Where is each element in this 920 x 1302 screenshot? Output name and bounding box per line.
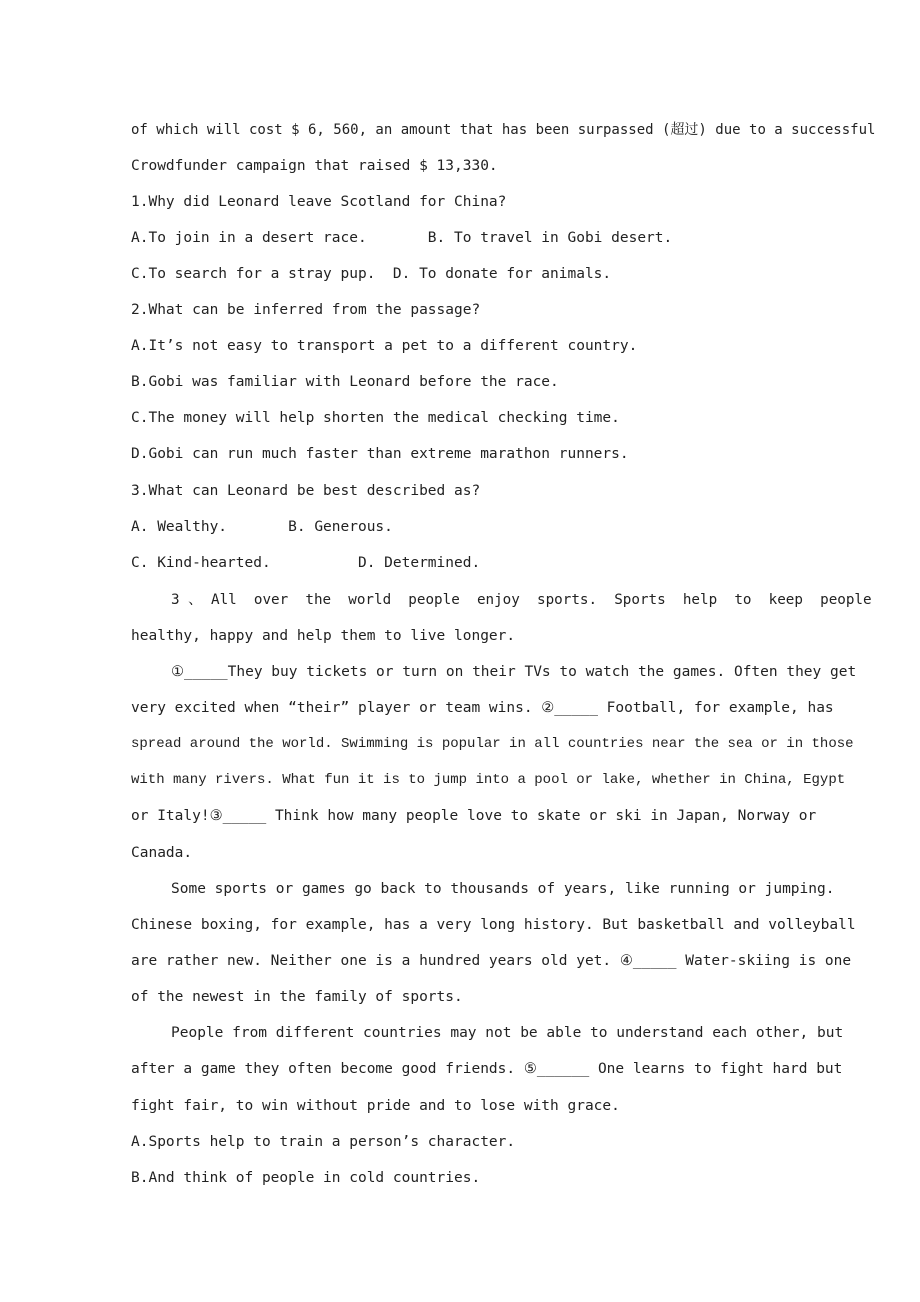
text-line: with many rivers. What fun it is to jump into a pool or lake, whether in China, Egypt bbox=[131, 772, 846, 788]
text-line: fight fair, to win without pride and to lose with grace. bbox=[131, 1098, 620, 1114]
blank-5-line: after a game they often become good friends. ⑤______ One learns to fight hard but bbox=[131, 1061, 843, 1077]
question-1: 1.Why did Leonard leave Scotland for China? bbox=[131, 194, 507, 210]
question-1-options-cd: C.To search for a stray pup. D. To donate for animals. bbox=[131, 266, 612, 282]
question-2-option-c: C.The money will help shorten the medical checking time. bbox=[131, 410, 620, 426]
text-line: spread around the world. Swimming is popular in all countries near the sea or in those bbox=[131, 736, 854, 752]
blank-3-line: or Italy!③_____ Think how many people love to skate or ski in Japan, Norway or bbox=[131, 808, 817, 824]
passage-3-heading: 3 、 All over the world people enjoy sports. Sports help to keep people bbox=[171, 592, 872, 608]
blank-4-line: are rather new. Neither one is a hundred years old yet. ④_____ Water-skiing is one bbox=[131, 953, 852, 969]
text-line: of the newest in the family of sports. bbox=[131, 989, 463, 1005]
question-1-options-ab: A.To join in a desert race. B. To travel in Gobi desert. bbox=[131, 230, 673, 246]
text-line: Crowdfunder campaign that raised $ 13,330. bbox=[131, 158, 498, 174]
text-line: Some sports or games go back to thousands of years, like running or jumping. bbox=[171, 881, 835, 897]
text-line: Canada. bbox=[131, 845, 193, 861]
answer-option-b: B.And think of people in cold countries. bbox=[131, 1170, 481, 1186]
question-2-option-d: D.Gobi can run much faster than extreme marathon runners. bbox=[131, 446, 629, 462]
text-line: Chinese boxing, for example, has a very long history. But basketball and volleyball bbox=[131, 917, 856, 933]
question-3-options-cd: C. Kind-hearted. D. Determined. bbox=[131, 555, 481, 571]
text-line: of which will cost $ 6, 560, an amount that has been surpassed (超过) due to a successful bbox=[131, 122, 876, 138]
text-line: People from different countries may not be able to understand each other, but bbox=[171, 1025, 844, 1041]
question-2: 2.What can be inferred from the passage? bbox=[131, 302, 481, 318]
question-2-option-a: A.It’s not easy to transport a pet to a different country. bbox=[131, 338, 638, 354]
text-line: healthy, happy and help them to live longer. bbox=[131, 628, 516, 644]
answer-option-a: A.Sports help to train a person’s character. bbox=[131, 1134, 516, 1150]
question-3: 3.What can Leonard be best described as? bbox=[131, 483, 481, 499]
blank-2-line: very excited when “their” player or team wins. ②_____ Football, for example, has bbox=[131, 700, 834, 716]
question-3-options-ab: A. Wealthy. B. Generous. bbox=[131, 519, 393, 535]
question-2-option-b: B.Gobi was familiar with Leonard before the race. bbox=[131, 374, 559, 390]
blank-1-line: ①_____They buy tickets or turn on their TVs to watch the games. Often they get bbox=[171, 664, 857, 680]
